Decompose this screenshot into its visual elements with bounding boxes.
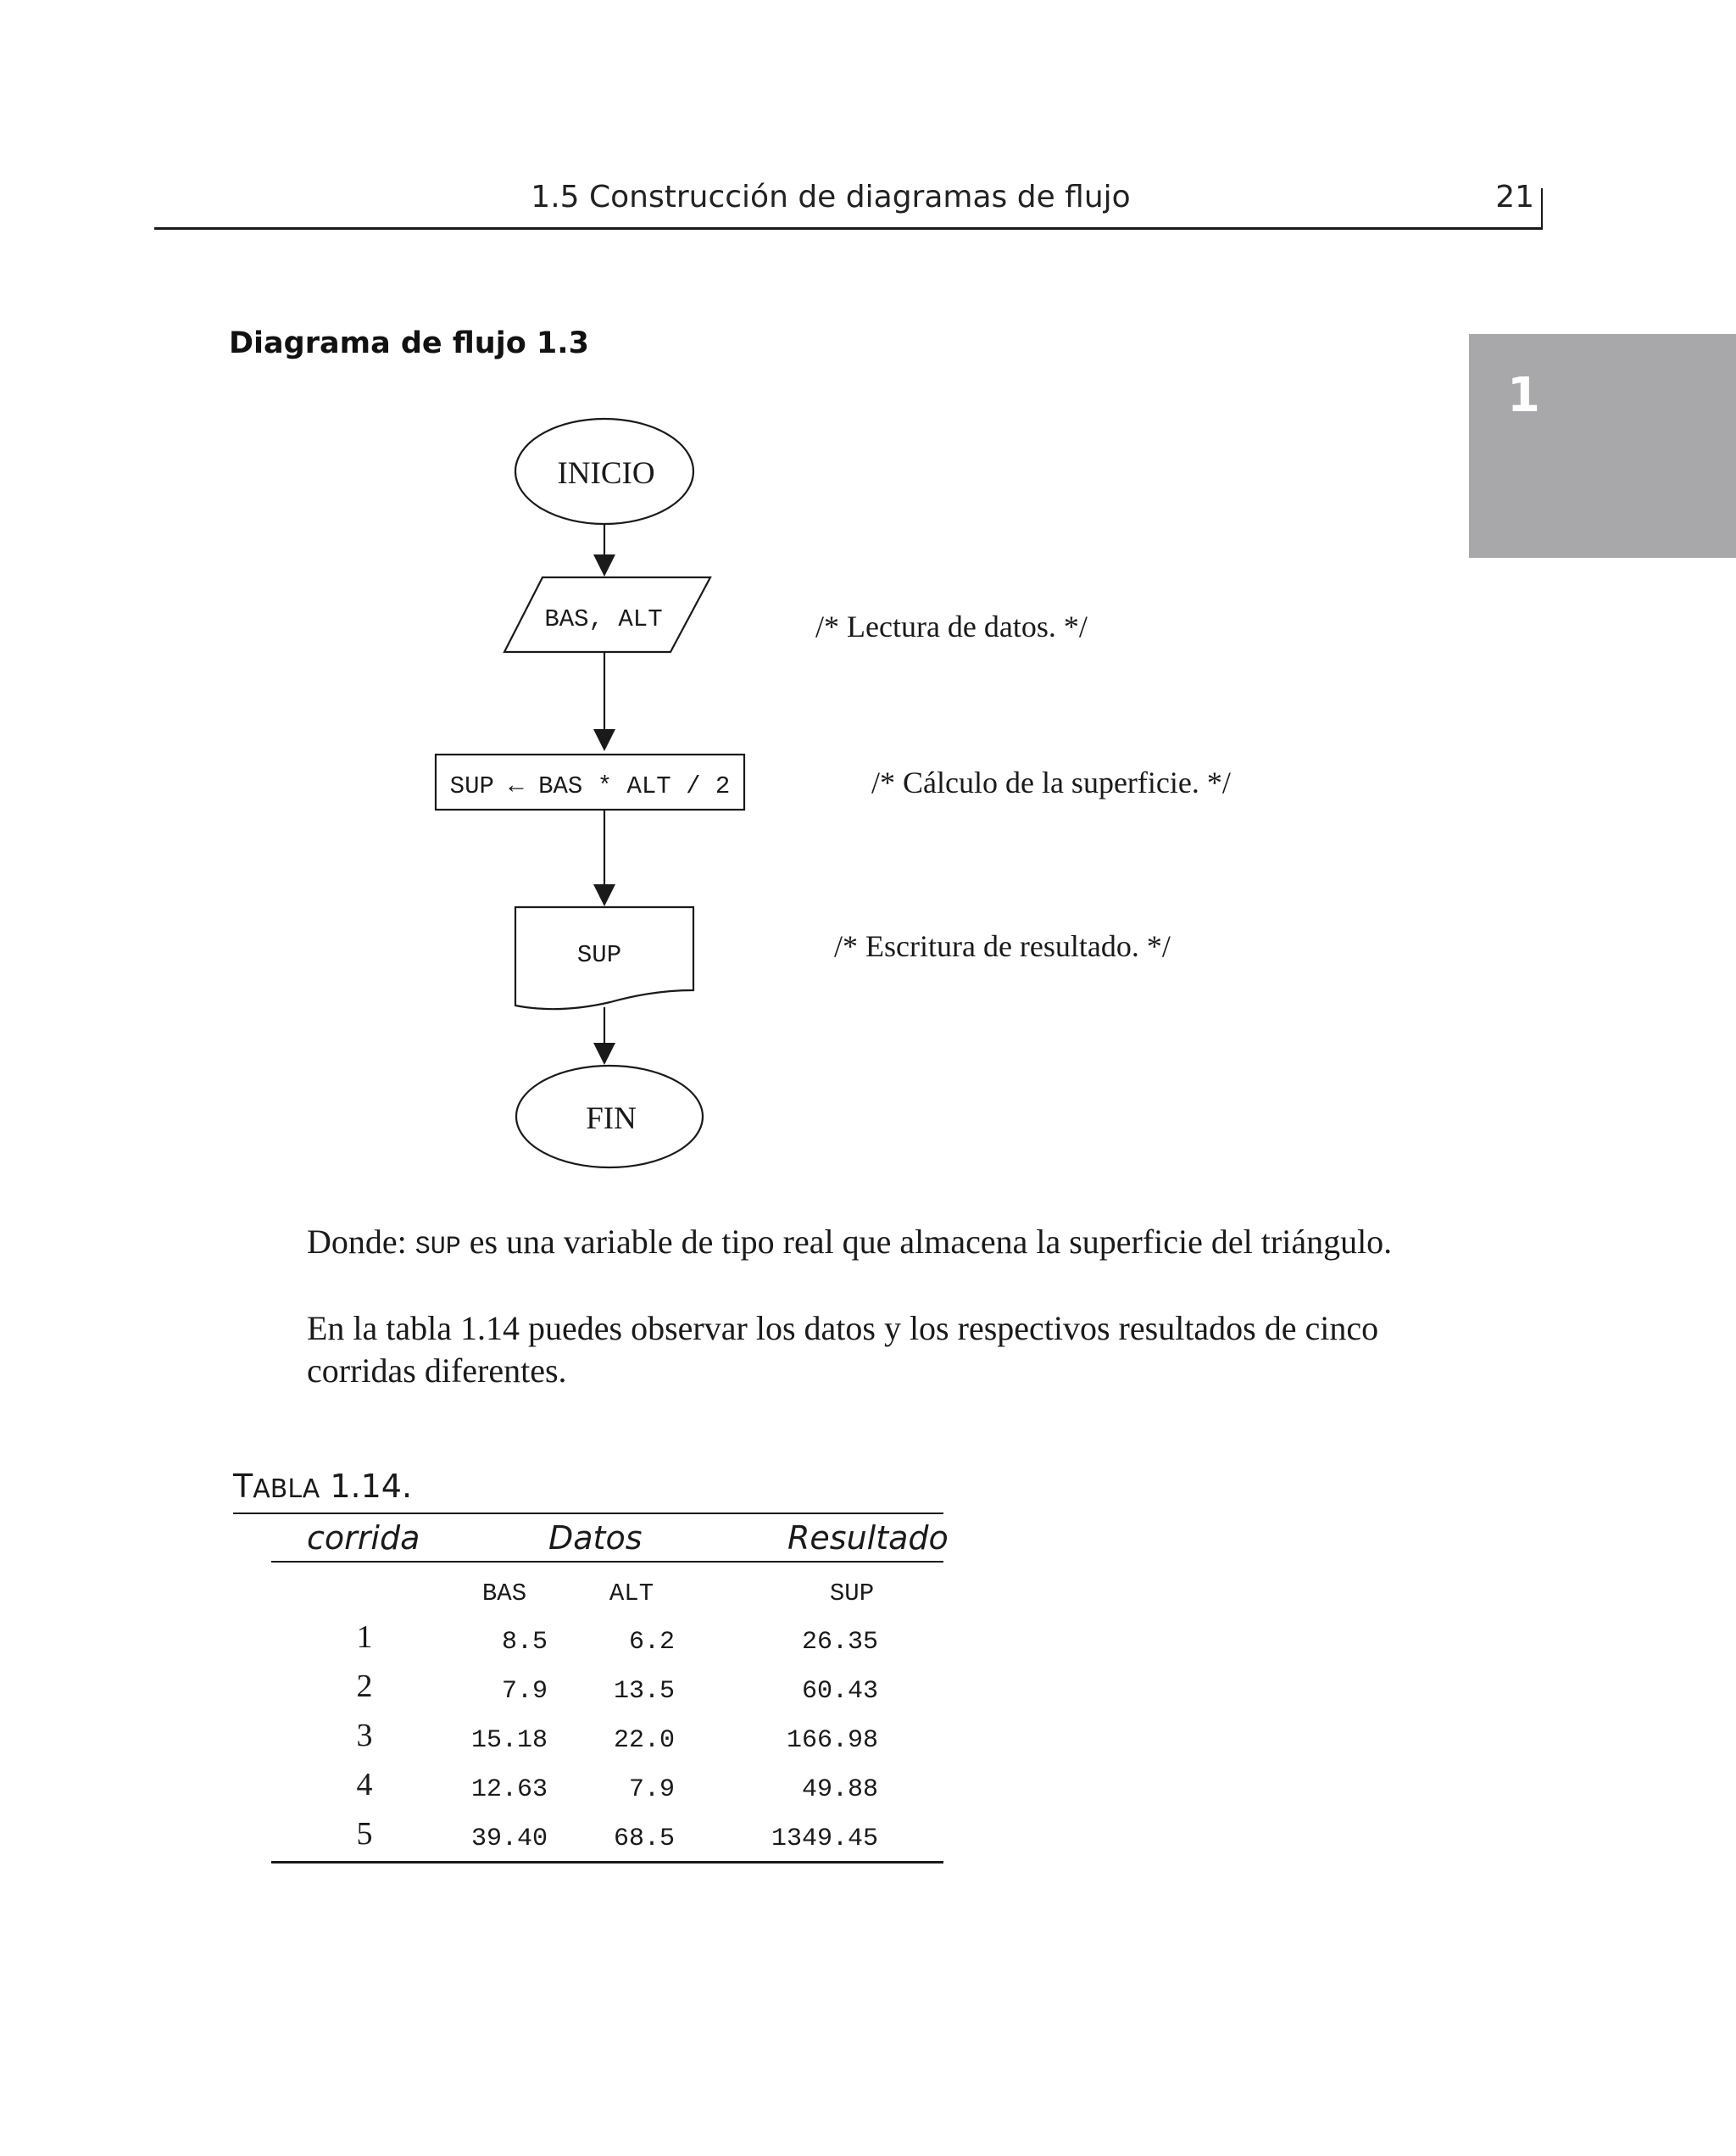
table-top-rule (233, 1513, 943, 1514)
table-cell-alt: 68.5 (613, 1825, 675, 1853)
table-cell-run: 3 (356, 1718, 373, 1753)
comment-input: /* Lectura de datos. */ (815, 610, 1088, 643)
table-cell-alt: 7.9 (628, 1775, 675, 1804)
paragraph-table-reference: En la tabla 1.14 puedes observar los datos y los respectivos resultados de cinco corridas diferentes. (307, 1309, 1379, 1390)
table-cell-bas: 8.5 (501, 1628, 548, 1657)
page-number: 21 (1495, 180, 1534, 214)
para1-prefix: Donde: (307, 1223, 415, 1261)
table-cell-sup: 26.35 (801, 1628, 878, 1657)
table-cell-bas: 15.18 (470, 1726, 548, 1755)
table-cell-bas: 12.63 (470, 1775, 548, 1804)
comment-process: /* Cálculo de la superficie. */ (871, 766, 1231, 799)
arrowhead-process (593, 729, 615, 751)
paragraph-variable-description (307, 1221, 1511, 1268)
output-label: SUP (576, 941, 622, 969)
start-terminal-label: INICIO (557, 456, 655, 491)
table-header-run: corrida (307, 1519, 420, 1557)
table-cell-run: 5 (356, 1816, 373, 1852)
table-cell-sup: 1349.45 (771, 1825, 878, 1853)
table-cell-sup: 49.88 (801, 1775, 878, 1804)
table-subheader-bas: BAS (481, 1579, 527, 1607)
input-label: BAS, ALT (544, 605, 663, 633)
para1-code: SUP (415, 1233, 461, 1262)
para1-rest: es una variable de tipo real que almacena la superficie del triángulo. (460, 1223, 1393, 1261)
running-header-title: 1.5 Construcción de diagramas de flujo (531, 180, 1131, 214)
table-cell-alt: 22.0 (613, 1726, 675, 1755)
table-cell-sup: 166.98 (786, 1726, 878, 1755)
table-cell-alt: 13.5 (613, 1677, 675, 1706)
table-caption (233, 1468, 412, 1505)
table-subheader-sup: SUP (829, 1579, 875, 1607)
table-cell-bas: 7.9 (501, 1677, 548, 1706)
table-caption-first: T (233, 1468, 253, 1505)
table-cell-sup: 60.43 (801, 1677, 878, 1706)
table-caption-rest: 1.14. (320, 1468, 413, 1505)
comment-output: /* Escritura de resultado. */ (834, 929, 1171, 963)
arrowhead-input (593, 554, 615, 577)
table-subheader-alt: ALT (609, 1579, 654, 1607)
table-cell-run: 2 (356, 1669, 373, 1704)
table-cell-run: 4 (356, 1767, 373, 1802)
table-header-rule (271, 1561, 943, 1563)
end-terminal-label: FIN (586, 1101, 637, 1136)
table-caption-small: ABLA (253, 1474, 320, 1504)
table-bottom-rule (271, 1861, 943, 1864)
chapter-tab-number: 1 (1507, 368, 1540, 423)
table-cell-alt: 6.2 (628, 1628, 675, 1657)
table-header-data: Datos (548, 1519, 643, 1557)
table-cell-bas: 39.40 (470, 1825, 548, 1853)
arrowhead-output (593, 884, 615, 906)
arrowhead-end (593, 1043, 615, 1065)
figure-title: Diagrama de flujo 1.3 (229, 326, 589, 360)
process-label: SUP ← BAS * ALT / 2 (449, 772, 731, 800)
table-cell-run: 1 (356, 1619, 373, 1655)
table-header-result: Resultado (787, 1519, 949, 1557)
